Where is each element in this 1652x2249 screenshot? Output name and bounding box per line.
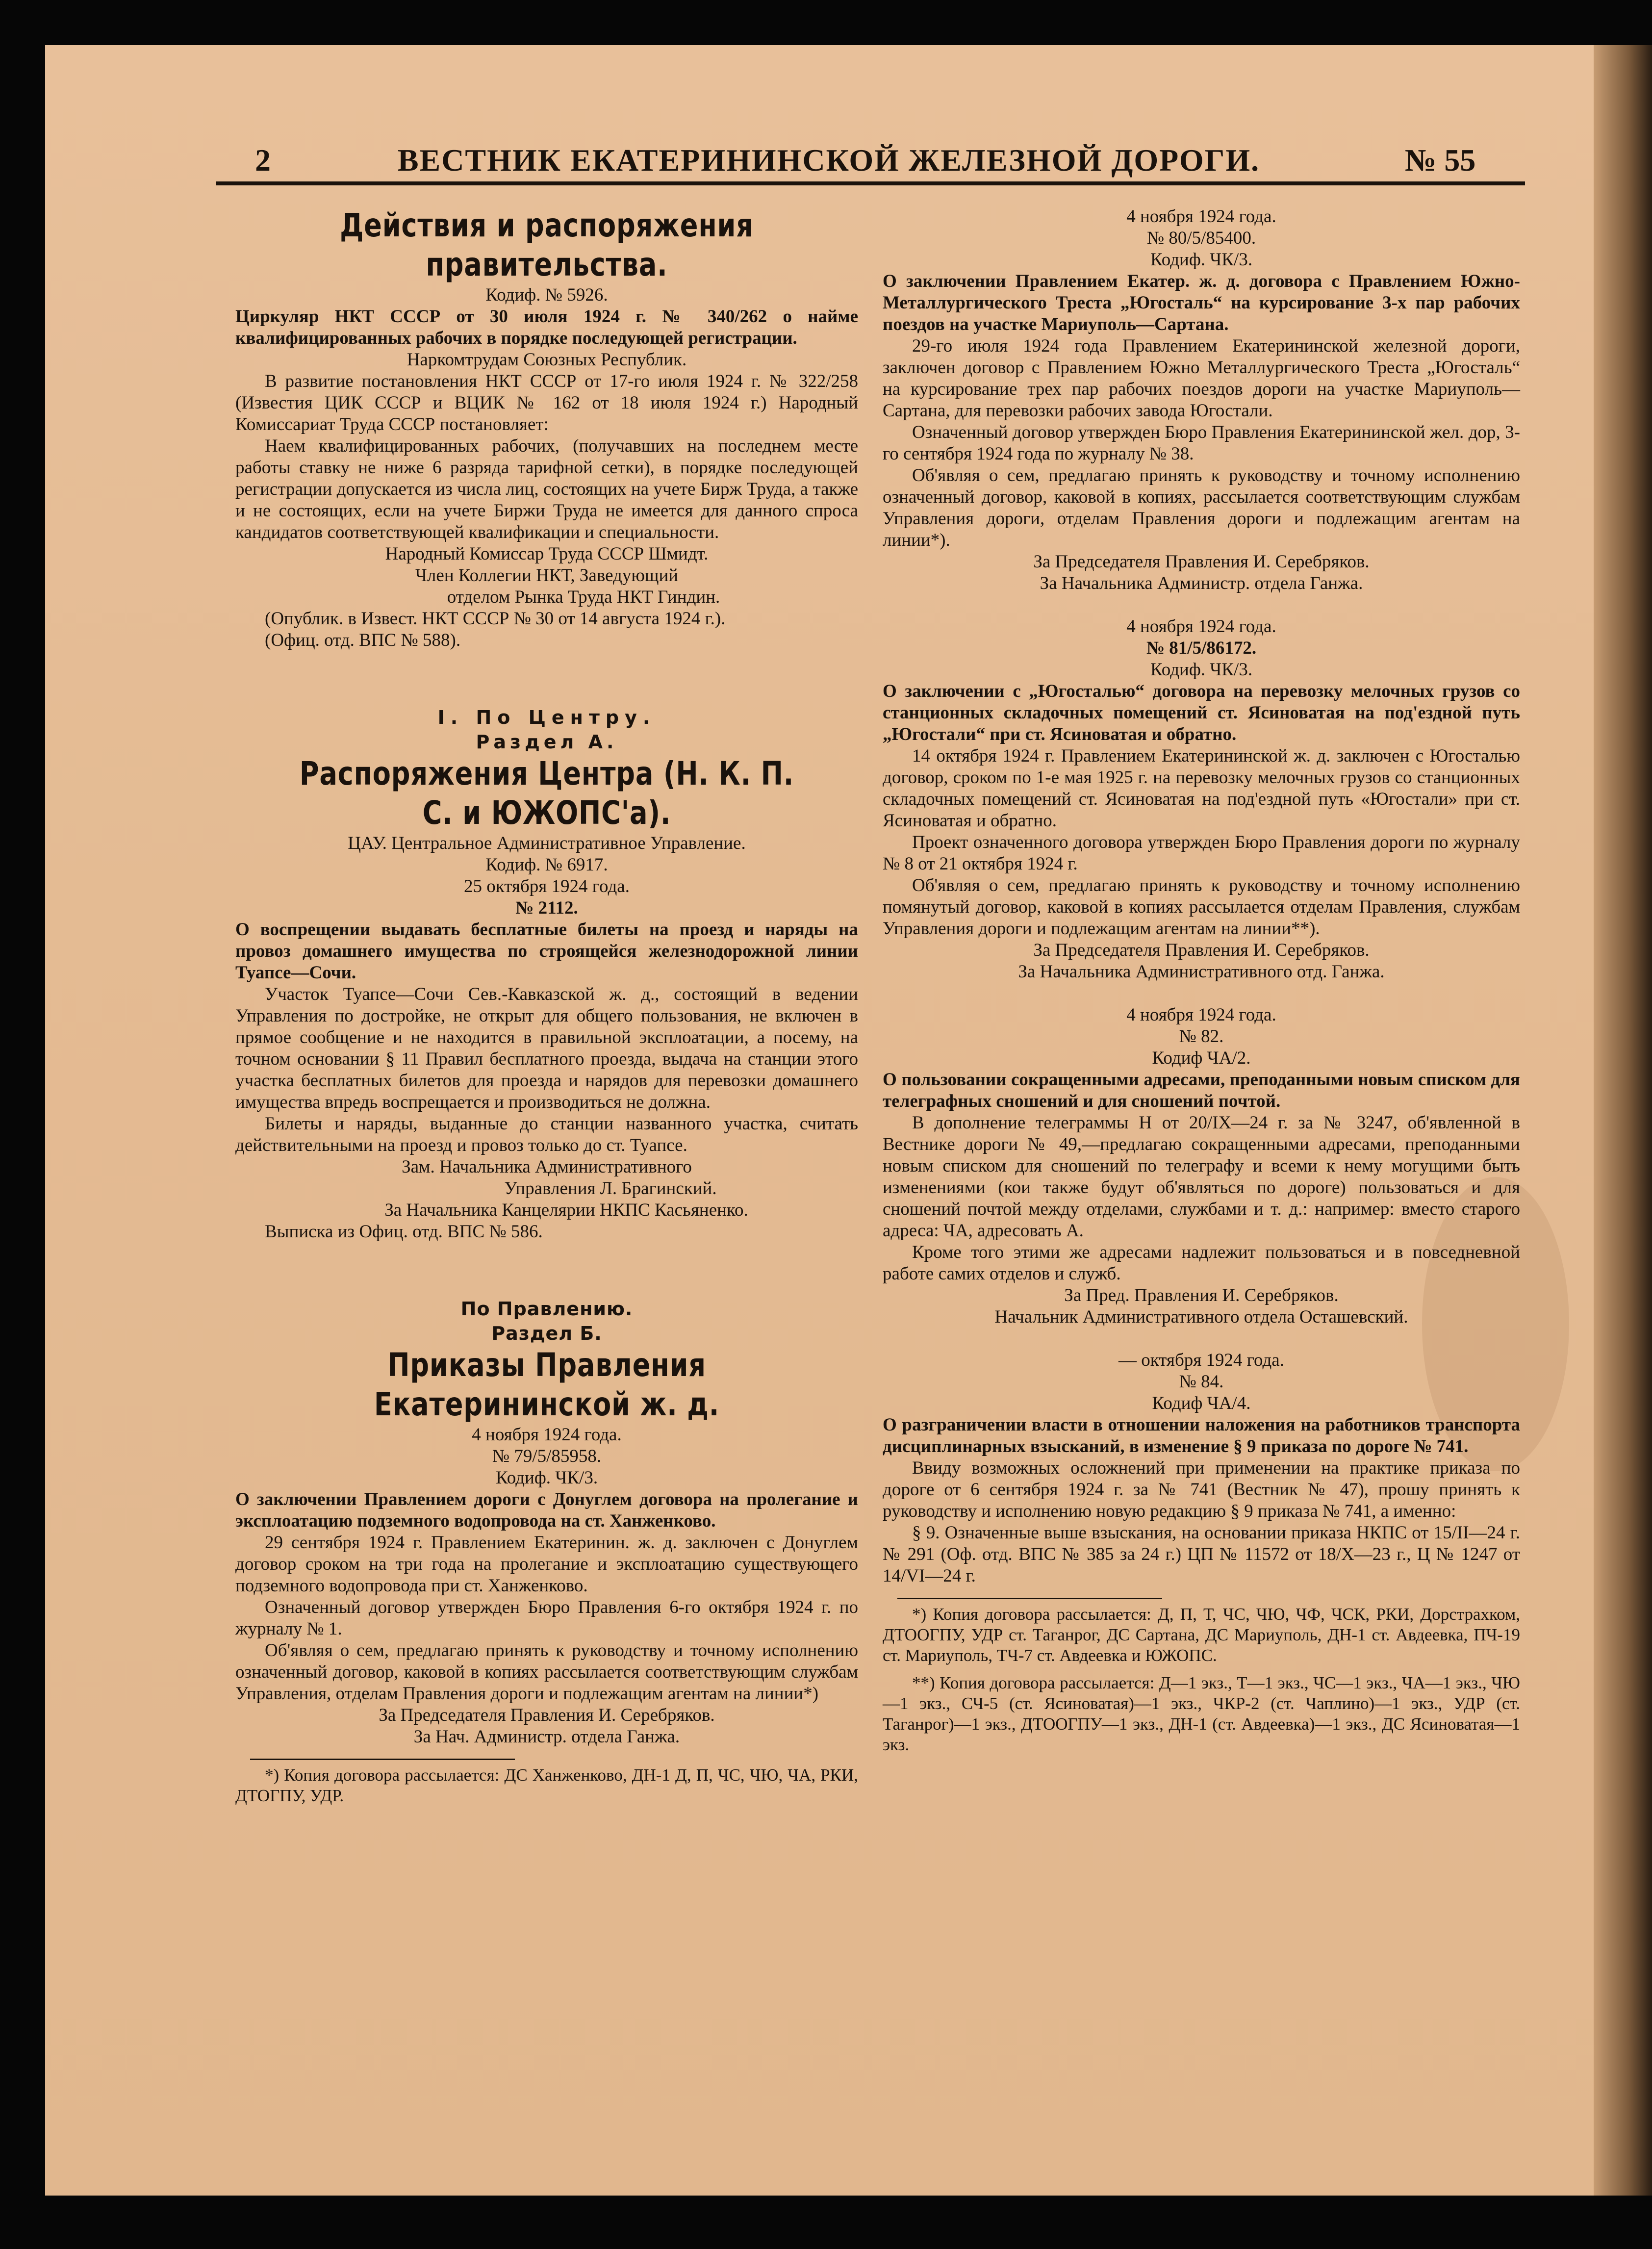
footnote: *) Копия договора рассылается: ДС Ханженково, ДН-1 Д, П, ЧС, ЧЮ, ЧА, РКИ, ДТОГПУ, УДР. xyxy=(235,1765,858,1805)
paragraph: Наем квалифицированных рабочих, (получавших на последнем месте работы ставку не ниже 6 разряда тарифной сетки), в порядке последующей регистрации допускается из числа лиц, состоящих на учете Бирж Труда, а также и не состоящих, если на учете Биржи Труда не имеется для данного спроса кандидатов соответствующей квалификации и специальности. xyxy=(235,436,858,542)
paragraph: Кроме того этими же адресами надлежит пользоваться и в повседневной работе самих отделов и служб. xyxy=(883,1242,1520,1284)
signature: За Начальника Администр. отдела Ганжа. xyxy=(1040,573,1363,593)
department: ЦАУ. Центральное Административное Управление. xyxy=(348,833,746,853)
paragraph: Означенный договор утвержден Бюро Правления Екатерининской жел. дор, 3-го сентября 1924 года по журналу № 38. xyxy=(883,422,1520,464)
order-date: 4 ноября 1924 года. xyxy=(1126,616,1276,637)
kodif: Кодиф. № 6917. xyxy=(485,855,608,875)
paragraph: В развитие постановления НКТ СССР от 17-го июля 1924 г. № 322/258 (Известия ЦИК СССР и ВЦИК № 162 от 18 июля 1924 г.) Народный Комиссариат Труда СССР постановляет: xyxy=(235,371,858,434)
order-number: № 80/5/85400. xyxy=(1146,228,1256,248)
signature: За Начальника Административного отд. Ганжа. xyxy=(1018,962,1385,982)
official-note: Выписка из Офиц. отд. ВПС № 586. xyxy=(265,1222,543,1242)
page-edge xyxy=(1594,45,1652,2196)
paragraph: 29-го июля 1924 года Правлением Екатерининской железной дороги, заключен договор с Правлением Южно Металлургического Треста „Югосталь“ на курсирование трех пар рабочих поездов дороги на участке Мариуполь—Сартана, для перевозки рабочих завода Югостали. xyxy=(883,336,1520,421)
kodif: Кодиф. № 5926. xyxy=(485,285,608,305)
signature: Народный Комиссар Труда СССР Шмидт. xyxy=(385,544,709,564)
kodif: Кодиф. ЧК/3. xyxy=(1150,250,1253,270)
newspaper-title: ВЕСТНИК ЕКАТЕРИНИНСКОЙ ЖЕЛЕЗНОЙ ДОРОГИ. xyxy=(397,143,1260,178)
paragraph: Об'являя о сем, предлагаю принять к руководству и точному исполнению помянутый договор, каковой в копиях рассылается отделам Правления, службам Управления дороги и подлежащим агентам на линии**). xyxy=(883,875,1520,939)
paragraph: В дополнение телеграммы Н от 20/IX—24 г. за № 3247, об'явленной в Вестнике дороги № 49,—предлагаю сокращенными адресами, преподанными новым списком для сношений по телеграфу и всеми к нему могущими быть изменениями (кои также будут об'являться по дороге) пользоваться и для сношений почтой между отделами, службами и т. д.: например: вместо старого адреса: ЧА, адресовать А. xyxy=(883,1113,1520,1241)
official-note: (Офиц. отд. ВПС № 588). xyxy=(265,630,461,650)
signature: За Начальника Канцелярии НКПС Касьяненко. xyxy=(384,1200,748,1220)
order-number: № 79/5/85958. xyxy=(492,1446,602,1466)
signature: отделом Рынка Труда НКТ Гиндин. xyxy=(447,587,720,607)
signature: За Председателя Правления И. Серебряков. xyxy=(1033,940,1370,960)
order-date: 4 ноября 1924 года. xyxy=(1126,206,1276,227)
paragraph: Об'являя о сем, предлагаю принять к руководству и точному исполнению означенный договор, каковой в копиях рассылается соответствующим службам Управления, отделам Правления дороги и подлежащим агентам на линии*) xyxy=(235,1640,858,1704)
paragraph: 29 сентября 1924 г. Правлением Екатеринин. ж. д. заключен с Донуглем договор сроком на три года на пролегание и эксплоатацию существующего подземного водопровода при ст. Ханженково. xyxy=(235,1533,858,1596)
section-razdel-b: Раздел Б. xyxy=(491,1323,602,1344)
right-column xyxy=(883,206,1520,1755)
article-title: Циркуляр НКТ СССР от 30 июля 1924 г. № 340/262 о найме квалифицированных рабочих в порядке последующей регистрации. xyxy=(235,307,858,348)
signature: За Председателя Правления И. Серебряков. xyxy=(379,1705,715,1725)
signature: Член Коллегии НКТ, Заведующий xyxy=(415,565,679,586)
signature: За Пред. Правления И. Серебряков. xyxy=(1064,1285,1339,1305)
article-title: О пользовании сокращенными адресами, преподанными новым списком для телеграфных сношений и для сношений почтой. xyxy=(883,1070,1520,1111)
paragraph: Участок Туапсе—Сочи Сев.-Кавказской ж. д., состоящий в ведении Управления по достройке, не открыт для общего пользования, не включен в прямое сообщение и не находится в правильной эксплоатации, а посему, на точном основании § 11 Правил бесплатного проезда, выдача на станции этого участка бесплатных билетов для проезда и нарядов для перевозки домашнего имущества впредь воспрещается и производиться не должна. xyxy=(235,984,858,1112)
signature: За Председателя Правления И. Серебряков. xyxy=(1033,552,1370,572)
order-number: № 82. xyxy=(1179,1026,1224,1047)
signature: Управления Л. Брагинский. xyxy=(504,1178,717,1199)
order-date: 4 ноября 1924 года. xyxy=(472,1425,622,1445)
signature: За Нач. Администр. отдела Ганжа. xyxy=(413,1727,680,1747)
article-title: О заключении с „Югосталью“ договора на перевозку мелочных грузов со станционных складочных помещений ст. Ясиноватая на под'ездной путь „Югостали“ при ст. Ясиноватая и обратно. xyxy=(883,681,1520,744)
section-label-center: I. По Центру. xyxy=(437,707,656,728)
article-title: О заключении Правлением Екатер. ж. д. договора с Правлением Южно-Металлургического Треста „Югосталь“ на курсирование 3-х пар рабочих поездов на участке Мариуполь—Сартана. xyxy=(883,271,1520,334)
addressee: Наркомтрудам Союзных Республик. xyxy=(407,350,687,370)
section-heading-board-orders: Приказы Правления Екатерининской ж. д. xyxy=(374,1346,720,1423)
order-date: — октября 1924 года. xyxy=(1118,1350,1284,1370)
left-column xyxy=(235,206,858,1806)
paragraph: Об'являя о сем, предлагаю принять к руководству и точному исполнению означенный договор, каковой в копиях, рассылается соответствующим службам Управления дороги, отделам Правления дороги и подлежащим агентам на линии*). xyxy=(883,465,1520,550)
section-heading-government: Действия и распоряжения правительства. xyxy=(340,206,754,283)
kodif: Кодиф. ЧК/3. xyxy=(495,1468,598,1488)
paragraph: Билеты и наряды, выданные до станции названного участка, считать действительными на проезд и провоз только до ст. Туапсе. xyxy=(235,1114,858,1155)
header-rule xyxy=(216,181,1525,185)
order-date: 25 октября 1924 года. xyxy=(464,876,630,896)
footnote: *) Копия договора рассылается: Д, П, Т, ЧС, ЧЮ, ЧФ, ЧСК, РКИ, Дорстрахком, ДТООГПУ, УДР ст. Таганрог, ДС Сартана, ДС Мариуполь, ДН-1 ст. Авдеевка, ПЧ-19 ст. Мариуполь, ТЧ-7 ст. Авдеевка и ЮЖОПС. xyxy=(883,1605,1520,1665)
signature: Начальник Административного отдела Осташевский. xyxy=(994,1307,1408,1327)
publication-note: (Опублик. в Извест. НКТ СССР № 30 от 14 августа 1924 г.). xyxy=(265,609,726,629)
article-title: О воспрещении выдавать бесплатные билеты на проезд и наряды на провоз домашнего имущества по строящейся железнодорожной линии Туапсе—Сочи. xyxy=(235,920,858,983)
section-label-board: По Правлению. xyxy=(460,1298,633,1320)
paragraph: Проект означенного договора утвержден Бюро Правления дороги по журналу № 8 от 21 октября 1924 г. xyxy=(883,832,1520,874)
article-title: О разграничении власти в отношении наложения на работников транспорта дисциплинарных взысканий, в изменение § 9 приказа по дороге № 741. xyxy=(883,1415,1520,1457)
section-razdel-a: Раздел А. xyxy=(476,731,618,753)
paragraph: Ввиду возможных осложнений при применении на практике приказа по дороге от 6 сентября 1924 г. за № 741 (Вестник № 47), прошу принять к руководству и исполнению новую редакцию § 9 приказа № 741, а именно: xyxy=(883,1458,1520,1521)
section-heading-center: Распоряжения Центра (Н. К. П. С. и ЮЖОПС'а). xyxy=(299,755,794,832)
footnote: **) Копия договора рассылается: Д—1 экз., Т—1 экз., ЧС—1 экз., ЧА—1 экз., ЧЮ—1 экз., СЧ-5 (ст. Ясиноватая)—1 экз., ЧКР-2 (ст. Чаплино)—1 экз., УДР (ст. Таганрог)—1 экз., ДТООГПУ—1 экз., ДН-1 (ст. Авдеевка)—1 экз., ДС Ясиноватая—1 экз. xyxy=(883,1673,1520,1754)
signature: Зам. Начальника Административного xyxy=(402,1157,692,1177)
kodif: Кодиф ЧА/4. xyxy=(1152,1393,1251,1413)
order-date: 4 ноября 1924 года. xyxy=(1126,1005,1276,1025)
order-number: № 84. xyxy=(1179,1372,1224,1392)
issue-number: № 55 xyxy=(1405,143,1476,178)
footnote-rule xyxy=(250,1759,515,1760)
order-number: № 2112. xyxy=(515,898,578,918)
paragraph: § 9. Означенные выше взыскания, на основании приказа НКПС от 15/II—24 г. № 291 (Оф. отд. ВПС № 385 за 24 г.) ЦП № 11572 от 18/X—23 г., Ц № 1247 от 14/VI—24 г. xyxy=(883,1523,1520,1586)
kodif: Кодиф ЧА/2. xyxy=(1152,1048,1251,1068)
footnote-rule xyxy=(897,1598,1162,1599)
article-title: О заключении Правлением дороги с Донуглем договора на пролегание и эксплоатацию подземного водопровода на ст. Ханженково. xyxy=(235,1489,858,1531)
order-number: № 81/5/86172. xyxy=(1146,638,1257,658)
page-number: 2 xyxy=(255,143,271,178)
paragraph: Означенный договор утвержден Бюро Правления 6-го октября 1924 г. по журналу № 1. xyxy=(235,1597,858,1639)
paragraph: 14 октября 1924 г. Правлением Екатерининской ж. д. заключен с Югосталью договор, сроком по 1-е мая 1925 г. на перевозку мелочных грузов со станционных складочных помещений ст. Ясиноватая на под'ездной путь «Югостали» при ст. Ясиноватая и обратно. xyxy=(883,746,1520,831)
kodif: Кодиф. ЧК/3. xyxy=(1150,660,1253,680)
